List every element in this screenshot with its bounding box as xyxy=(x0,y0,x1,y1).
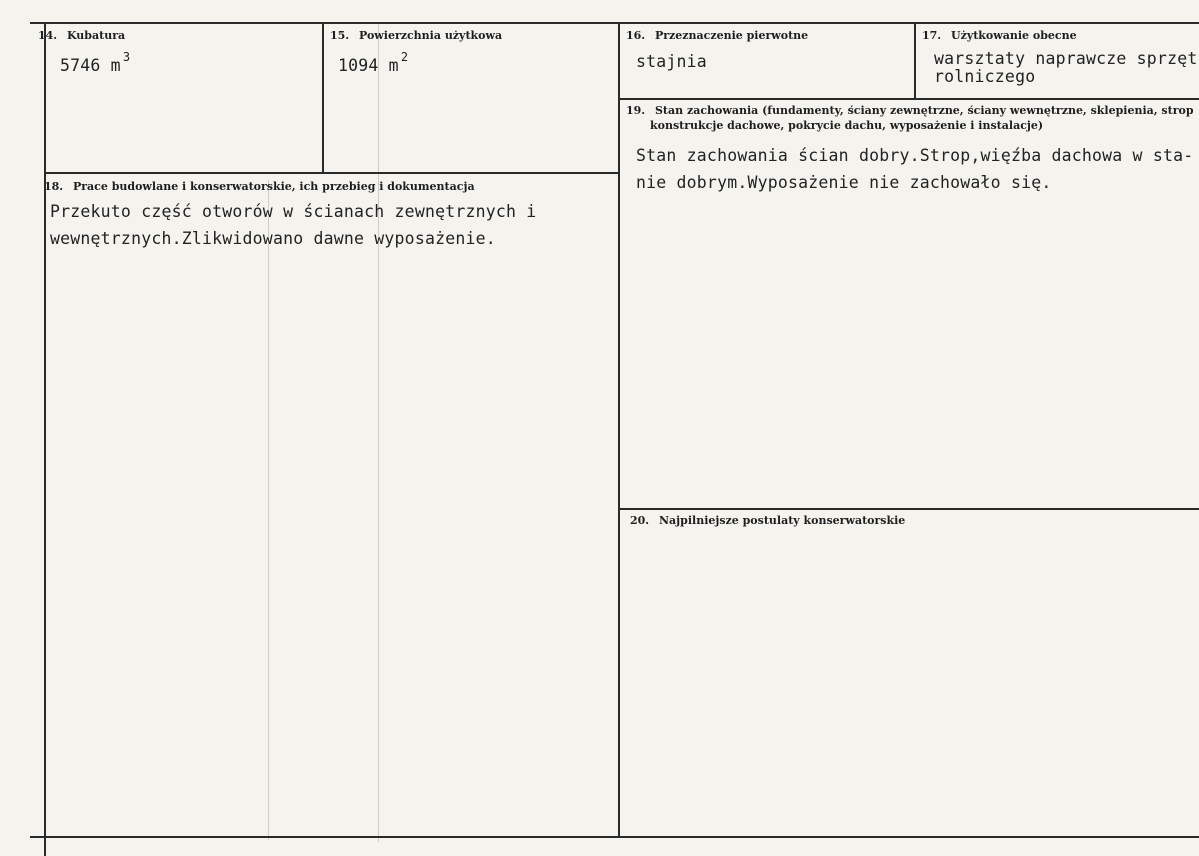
field-16-value: stajnia xyxy=(636,52,707,71)
field-19-value-line1: Stan zachowania ścian dobry.Strop,więźba dachowa w sta- xyxy=(636,146,1194,165)
field-15-title: Powierzchnia użytkowa xyxy=(358,29,503,42)
field-17-number: 17. xyxy=(922,29,942,42)
field-15-number: 15. xyxy=(330,29,350,42)
field-19-value-line2: nie dobrym.Wyposażenie nie zachowało się. xyxy=(636,173,1052,192)
field-14-value xyxy=(60,52,130,81)
left-border xyxy=(44,22,46,856)
divider-15-16 xyxy=(618,22,620,838)
field-20-title: Najpilniejsze postulaty konserwatorskie xyxy=(658,514,906,527)
field-16-label xyxy=(626,29,808,43)
field-17-label xyxy=(922,29,1077,43)
powierzchnia-unit-exponent: 2 xyxy=(400,50,409,64)
field-19-title-line1: Stan zachowania (fundamenty, ściany zewnętrzne, ściany wewnętrzne, sklepienia, strop xyxy=(654,104,1194,117)
field-18-number: 18. xyxy=(44,180,64,193)
field-14-title: Kubatura xyxy=(66,29,126,42)
field-19-title-line2: konstrukcje dachowe, pokrycie dachu, wyposażenie i instalacje) xyxy=(650,119,1044,132)
field-17-value-line1: warsztaty naprawcze sprzęt xyxy=(934,49,1198,68)
field-18-value-line2: wewnętrznych.Zlikwidowano dawne wyposażenie. xyxy=(50,229,496,248)
field-15-label xyxy=(330,29,502,43)
divider-16-17 xyxy=(914,22,916,98)
field-19-label xyxy=(626,104,1199,118)
top-border xyxy=(30,22,1199,24)
kubatura-unit-exponent: 3 xyxy=(122,50,131,64)
field-20-number: 20. xyxy=(630,514,650,527)
divider-19-20 xyxy=(618,508,1199,510)
field-15-value xyxy=(338,52,408,81)
field-14-label xyxy=(38,29,125,43)
bottom-border xyxy=(30,836,1199,838)
divider-14-18 xyxy=(44,172,618,174)
divider-16-19 xyxy=(618,98,1199,100)
field-18-value-line1: Przekuto część otworów w ścianach zewnętrznych i xyxy=(50,202,537,221)
kubatura-value: 5746 m xyxy=(60,56,121,75)
field-16-number: 16. xyxy=(626,29,646,42)
field-19-number: 19. xyxy=(626,104,646,117)
field-16-title: Przeznaczenie pierwotne xyxy=(654,29,809,42)
faint-ruling-line xyxy=(268,180,269,840)
field-20-label xyxy=(630,514,905,528)
divider-14-15 xyxy=(322,22,324,172)
field-18-title: Prace budowlane i konserwatorskie, ich przebieg i dokumentacja xyxy=(72,180,475,193)
faint-ruling-line xyxy=(378,22,379,842)
field-17-value-line2: rolniczego xyxy=(934,67,1036,86)
field-14-number: 14. xyxy=(38,29,58,42)
powierzchnia-value: 1094 m xyxy=(338,56,399,75)
field-18-label xyxy=(44,180,475,194)
field-17-title: Użytkowanie obecne xyxy=(950,29,1077,42)
